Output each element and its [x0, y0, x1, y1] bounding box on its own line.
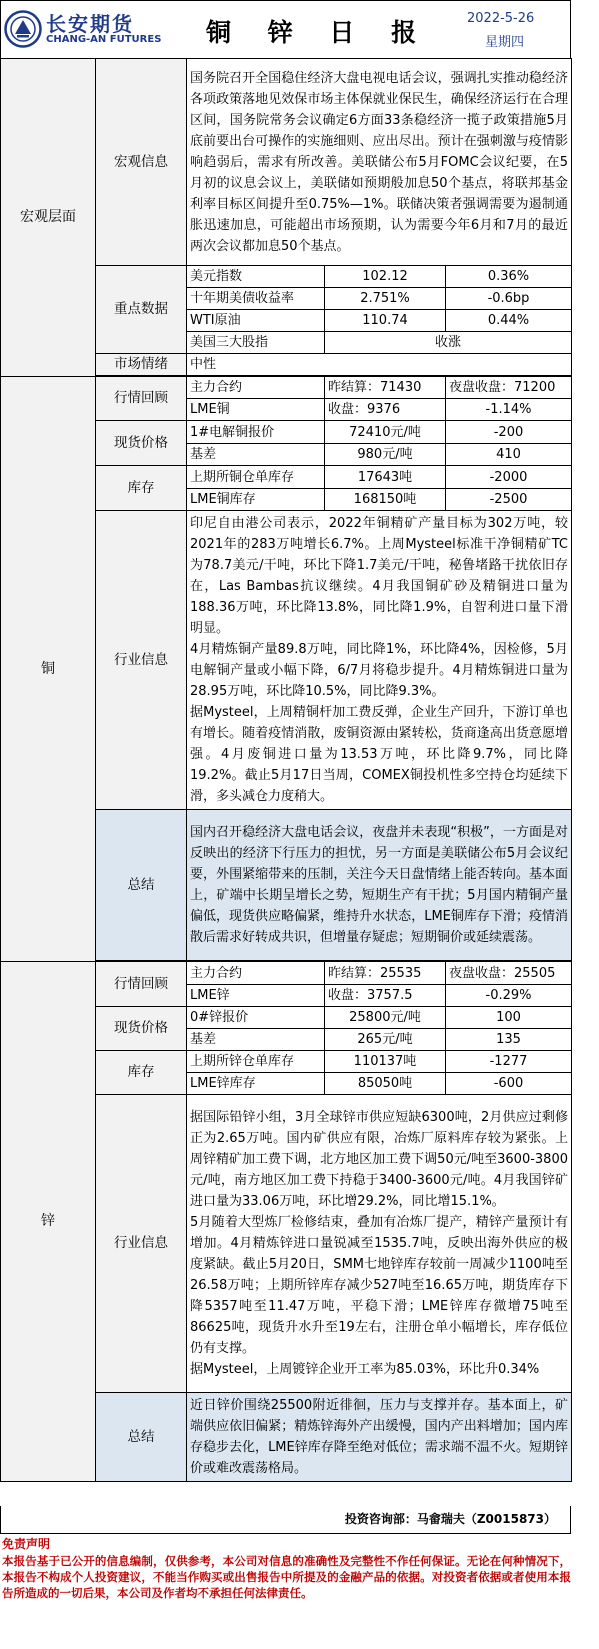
- zinc-basis-value: 265元/吨: [325, 1029, 446, 1051]
- zinc-lme-change: -0.29%: [446, 985, 572, 1007]
- stocks-name: 美国三大股指: [187, 332, 325, 354]
- macro-data-change: 0.36%: [446, 266, 572, 288]
- copper-lme-stock-value: 168150吨: [325, 489, 446, 511]
- section-copper: 铜: [1, 377, 96, 962]
- zinc-lme-stock-change: -600: [446, 1073, 572, 1095]
- copper-prev-settle: 昨结算：71430: [325, 377, 446, 399]
- copper-lme-stock-change: -2500: [446, 489, 572, 511]
- copper-spot-label: 现货价格: [96, 421, 187, 466]
- zinc-lme-close: 收盘：3757.5: [325, 985, 446, 1007]
- report-header: [0, 0, 571, 58]
- macro-info-label: 宏观信息: [96, 59, 187, 266]
- copper-stock-value: 17643吨: [325, 466, 446, 489]
- zinc-spot-label: 现货价格: [96, 1007, 187, 1051]
- copper-review-label: 行情回顾: [96, 377, 187, 421]
- copper-industry-label: 行业信息: [96, 511, 187, 810]
- copper-stock-change: -2000: [446, 466, 572, 489]
- report-date: 2022-5-26: [467, 11, 535, 26]
- zinc-industry-text: 据国际铅锌小组，3月全球锌市供应短缺6300吨，2月供应过剩修正为2.65万吨。国内矿供应有限，冶炼厂原料库存较为紧张。上周锌精矿加工费下调，北方地区加工费下调50元/吨至3600-3800元/吨，南方地区加工费下持稳于3400-3600元/吨。4月我国锌矿进口量为33.06万吨，环比增29.2%，同比增15.1%。 5月随着大型炼厂检修结束，叠加有冶炼厂提产，精锌产量预计有增加。4月精炼锌进口量锐减至1535.7吨，反映出海外供应的极度紧缺。截止5月20日，SMM七地锌库存较前一周减少1100吨至26.58万吨；上期所锌库存减少527吨至16.65万吨，期货库存下降5357吨至11.47万吨，平稳下滑；LME锌库存微增75吨至86625吨，现货升水升至19左右，注册仓单小幅增长，库存低位仍有支撑。 据Mysteel，上周镀锌企业开工率为85.03%，环比升0.34%: [187, 1095, 572, 1393]
- report-weekday: 星期四: [485, 35, 525, 50]
- copper-spot-change: -200: [446, 421, 572, 444]
- copper-spot-name: 1#电解铜报价: [187, 421, 325, 444]
- section-macro: 宏观层面: [1, 59, 96, 377]
- zinc-lme-stock-name: LME锌库存: [187, 1073, 325, 1095]
- copper-night-close: 夜盘收盘：71200: [446, 377, 572, 399]
- macro-data-name: 十年期美债收益率: [187, 288, 325, 310]
- macro-data-change: -0.6bp: [446, 288, 572, 310]
- copper-summary-label: 总结: [96, 810, 187, 961]
- copper-stock-label: 库存: [96, 466, 187, 511]
- macro-data-label: 重点数据: [96, 266, 187, 354]
- copper-lme-close: 收盘：9376: [325, 399, 446, 421]
- copper-main-contract: 主力合约: [187, 377, 325, 399]
- footer: [0, 1506, 571, 1601]
- company-name-cn: 长安期货: [46, 12, 134, 36]
- copper-lme-stock-name: LME铜库存: [187, 489, 325, 511]
- zinc-summary-label: 总结: [96, 1393, 187, 1482]
- company-logo: [4, 7, 162, 51]
- zinc-basis-change: 135: [446, 1029, 572, 1051]
- zinc-stock-label: 库存: [96, 1051, 187, 1095]
- stocks-value: 收涨: [325, 332, 572, 354]
- zinc-night-close: 夜盘收盘：25505: [446, 962, 572, 985]
- copper-summary-text: 国内召开稳经济大盘电话会议，夜盘并未表现“积极”，一方面是对反映出的经济下行压力的担忧，另一方面是美联储公布5月会议纪要，外围紧缩带来的压制，关注今天日盘情绪上能否转向。基本面上，矿端中长期呈增长之势，短期生产有干扰；5月国内精铜产量偏低，现货供应略偏紧，维持升水状态，LME铜库存下滑；疫情消散后需求好转成共识，但增量存疑虑；短期铜价或延续震荡。: [187, 810, 572, 961]
- contact-info: 投资咨询部：马畲瑞夫（Z0015873）: [0, 1506, 571, 1534]
- zinc-spot-change: 100: [446, 1007, 572, 1029]
- zinc-basis-name: 基差: [187, 1029, 325, 1051]
- zinc-review-row: [1, 962, 572, 985]
- zinc-lme-stock-value: 85050吨: [325, 1073, 446, 1095]
- macro-info-row: [1, 59, 572, 266]
- zinc-review-label: 行情回顾: [96, 962, 187, 1007]
- zinc-lme-name: LME锌: [187, 985, 325, 1007]
- macro-info-text: 国务院召开全国稳住经济大盘电视电话会议，强调扎实推动稳经济各项政策落地见效保市场主体保就业保民生，确保经济运行在合理区间，国务院常务会议确定6方面33条稳经济一揽子政策措施5月底前要出台可操作的实施细则、应出尽出。预计在强刺激与疫情影响趋弱后，需求有所改善。美联储公布5月FOMC会议纪要，在5月初的议息会议上，美联储如预期般加息50个基点，将联邦基金利率目标区间提升至0.75%—1%。联储决策者强调需要为遏制通胀迅速加息，可能超出市场预期，认为需要今年6月和7月的最近两次会议都加息50个基点。: [187, 59, 572, 266]
- copper-lme-name: LME铜: [187, 399, 325, 421]
- copper-industry-text: 印尼自由港公司表示，2022年铜精矿产量目标为302万吨，较2021年的283万吨增长6.7%。上周Mysteel标准干净铜精矿TC为78.7美元/干吨，环比下降1.7美元/干吨，秘鲁堵路干扰依旧存在，Las Bambas抗议继续。4月我国铜矿砂及精铜进口量为188.36万吨，环比降13.8%，同比降1.9%，自智利进口量下滑明显。 4月精炼铜产量89.8万吨，同比降1%，环比降4%，因检修，5月电解铜产量或小幅下降，6/7月将稳步提升。4月精炼铜进口量为28.95万吨，环比降10.5%，同比降9.3%。 据Mysteel，上周精铜杆加工费反弹，企业生产回升，下游订单也有增长。随着疫情消散，废铜资源由紧转松，货商逢高出货意愿增强。4月废铜进口量为13.53万吨，环比降9.7%，同比降19.2%。截止5月17日当周，COMEX铜投机性多空持仓均延续下滑，多头减仓力度稍大。: [187, 511, 572, 810]
- zinc-industry-label: 行业信息: [96, 1095, 187, 1393]
- zinc-stock-value: 110137吨: [325, 1051, 446, 1073]
- macro-data-value: 2.751%: [325, 288, 446, 310]
- zinc-spot-name: 0#锌报价: [187, 1007, 325, 1029]
- zinc-summary-text: 近日锌价围绕25500附近徘徊，压力与支撑并存。基本面上，矿端供应依旧偏紧；精炼锌海外产出缓慢，国内产出料增加；国内库存稳步去化，LME锌库存降至绝对低位；需求端不温不火。短期锌价或难改震荡格局。: [187, 1393, 572, 1482]
- copper-lme-change: -1.14%: [446, 399, 572, 421]
- copper-basis-value: 980元/吨: [325, 444, 446, 466]
- macro-data-name: 美元指数: [187, 266, 325, 288]
- report-table: [0, 58, 572, 1482]
- zinc-spot-value: 25800元/吨: [325, 1007, 446, 1029]
- section-zinc: 锌: [1, 962, 96, 1482]
- sentiment-label: 市场情绪: [96, 354, 187, 376]
- disclaimer-title: 免责声明: [2, 1537, 51, 1551]
- macro-data-name: WTI原油: [187, 310, 325, 332]
- copper-spot-value: 72410元/吨: [325, 421, 446, 444]
- zinc-stock-name: 上期所锌仓单库存: [187, 1051, 325, 1073]
- macro-data-change: 0.44%: [446, 310, 572, 332]
- zinc-stock-change: -1277: [446, 1051, 572, 1073]
- report-title: 铜 锌 日 报: [206, 18, 431, 47]
- zinc-main-contract: 主力合约: [187, 962, 325, 985]
- company-name-en: CHANG-AN FUTURES: [46, 34, 162, 45]
- company-emblem-icon: [4, 10, 42, 48]
- macro-data-value: 110.74: [325, 310, 446, 332]
- copper-stock-name: 上期所铜仓单库存: [187, 466, 325, 489]
- disclaimer-text: 本报告基于已公开的信息编制，仅供参考，本公司对信息的准确性及完整性不作任何保证。无论在何种情况下，本报告不构成个人投资建议，不能当作购买或出售报告中所提及的金融产品的依据。对投资者依据或者使用本报告所造成的一切后果，本公司及作者均不承担任何法律责任。: [2, 1554, 571, 1600]
- copper-basis-change: 410: [446, 444, 572, 466]
- copper-review-row: [1, 377, 572, 399]
- zinc-prev-settle: 昨结算：25535: [325, 962, 446, 985]
- macro-data-value: 102.12: [325, 266, 446, 288]
- copper-basis-name: 基差: [187, 444, 325, 466]
- sentiment-value: 中性: [187, 354, 572, 376]
